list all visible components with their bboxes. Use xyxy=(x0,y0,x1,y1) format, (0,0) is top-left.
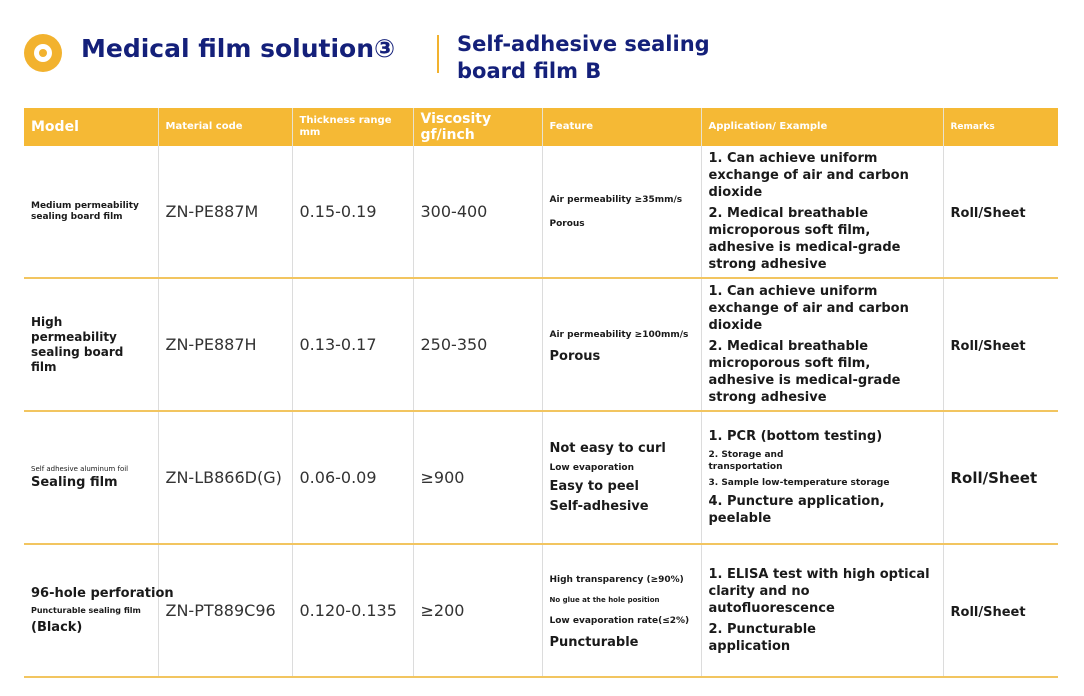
feature-item: Porous xyxy=(549,218,585,229)
model-name: Medium permeability sealing board film xyxy=(31,200,139,222)
application-item: 1. Can achieve uniform exchange of air and carbon dioxide xyxy=(708,151,909,200)
feature-cell xyxy=(542,146,701,278)
viscosity-value: ≥200 xyxy=(420,601,465,620)
feature-item: Not easy to curl xyxy=(549,440,666,456)
material-code: ZN-LB866D(G) xyxy=(165,468,282,487)
code-cell xyxy=(158,411,292,544)
page-header xyxy=(0,0,1084,100)
thickness-value: 0.06-0.09 xyxy=(299,468,377,487)
feature-cell xyxy=(542,544,701,677)
application-item: 2. Medical breathable microporous soft film, adhesive is medical-grade strong adhesive xyxy=(708,206,901,272)
model-cell xyxy=(24,278,158,411)
viscosity-cell xyxy=(413,278,542,411)
application-item: 4. Puncture application, peelable xyxy=(708,494,885,526)
material-code: ZN-PE887H xyxy=(165,335,257,354)
remarks-cell xyxy=(943,411,1058,544)
model-cell xyxy=(24,146,158,278)
table-row xyxy=(24,146,1058,278)
feature-item: Air permeability ≥35mm/s xyxy=(549,194,683,205)
code-cell xyxy=(158,146,292,278)
thickness-cell xyxy=(292,146,413,278)
feature-item: Low evaporation rate(≤2%) xyxy=(549,616,690,626)
column-header-model: Model xyxy=(24,108,158,146)
application-item: 2. Puncturable application xyxy=(708,622,816,654)
circle-logo-icon xyxy=(24,34,62,72)
application-cell xyxy=(701,544,943,677)
feature-item: Low evaporation xyxy=(549,462,635,473)
feature-item: High transparency (≥90%) xyxy=(549,575,684,585)
thickness-value: 0.15-0.19 xyxy=(299,202,377,221)
remarks-value: Roll/Sheet xyxy=(950,469,1038,487)
feature-item: No glue at the hole position xyxy=(549,596,660,604)
code-cell xyxy=(158,278,292,411)
viscosity-cell xyxy=(413,544,542,677)
viscosity-value: 250-350 xyxy=(420,335,488,354)
material-code: ZN-PT889C96 xyxy=(165,601,276,620)
material-code: ZN-PE887M xyxy=(165,202,259,221)
application-cell xyxy=(701,278,943,411)
remarks-cell xyxy=(943,146,1058,278)
model-color: (Black) xyxy=(31,619,83,635)
table-header-row xyxy=(24,108,1058,146)
model-name: High permeability sealing board film xyxy=(31,314,124,374)
table-row xyxy=(24,278,1058,411)
application-item: 1. ELISA test with high optical clarity and no autofluorescence xyxy=(708,567,930,616)
remarks-value: Roll/Sheet xyxy=(950,339,1026,354)
application-cell xyxy=(701,146,943,278)
column-header-feature: Feature xyxy=(542,108,701,146)
viscosity-value: 300-400 xyxy=(420,202,488,221)
page-subtitle: Self-adhesive sealing board film B xyxy=(457,32,710,83)
model-name: 96-hole perforation xyxy=(31,585,174,601)
thickness-value: 0.13-0.17 xyxy=(299,335,377,354)
feature-item: Self-adhesive xyxy=(549,498,649,514)
thickness-cell xyxy=(292,544,413,677)
page-title: Medical film solution③ xyxy=(81,34,396,63)
model-subtitle: Puncturable sealing film xyxy=(31,605,141,615)
code-cell xyxy=(158,544,292,677)
column-header-viscosity: Viscosity gf/inch xyxy=(413,108,542,146)
feature-item: Air permeability ≥100mm/s xyxy=(549,329,689,340)
remarks-cell xyxy=(943,278,1058,411)
column-header-application: Application/ Example xyxy=(701,108,943,146)
viscosity-cell xyxy=(413,146,542,278)
remarks-value: Roll/Sheet xyxy=(950,206,1026,221)
table-row xyxy=(24,544,1058,677)
thickness-cell xyxy=(292,278,413,411)
feature-item: Puncturable xyxy=(549,635,639,650)
column-header-remarks: Remarks xyxy=(943,108,1058,146)
title-divider xyxy=(437,35,439,73)
feature-item: Porous xyxy=(549,348,601,364)
remarks-value: Roll/Sheet xyxy=(950,605,1026,620)
application-item: 2. Medical breathable microporous soft film, adhesive is medical-grade strong adhesive xyxy=(708,339,901,405)
product-table xyxy=(24,108,1058,678)
feature-cell xyxy=(542,278,701,411)
column-header-material-code: Material code xyxy=(158,108,292,146)
application-item: 1. PCR (bottom testing) xyxy=(708,429,883,444)
feature-cell xyxy=(542,411,701,544)
application-item: 1. Can achieve uniform exchange of air and carbon dioxide xyxy=(708,284,909,333)
remarks-cell xyxy=(943,544,1058,677)
column-header-thickness: Thickness range mm xyxy=(292,108,413,146)
application-cell xyxy=(701,411,943,544)
application-item: 3. Sample low-temperature storage xyxy=(708,478,890,488)
thickness-value: 0.120-0.135 xyxy=(299,601,397,620)
feature-item: Easy to peel xyxy=(549,478,639,494)
viscosity-cell xyxy=(413,411,542,544)
table-row xyxy=(24,411,1058,544)
model-subtitle: Self adhesive aluminum foil xyxy=(31,464,129,473)
model-cell xyxy=(24,544,174,677)
model-name: Sealing film xyxy=(31,474,118,490)
viscosity-value: ≥900 xyxy=(420,468,465,487)
thickness-cell xyxy=(292,411,413,544)
model-cell xyxy=(24,411,158,544)
application-item: 2. Storage and transportation xyxy=(708,450,784,472)
